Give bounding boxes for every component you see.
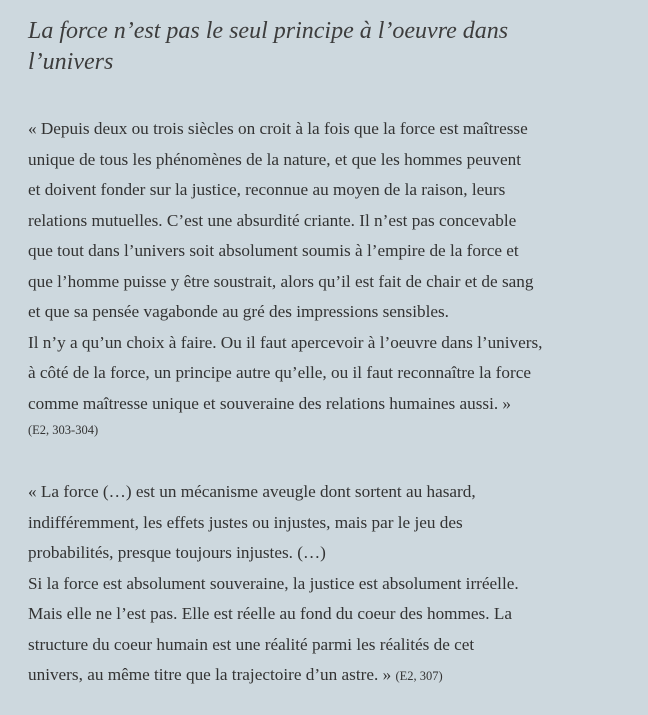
quote-2-line: probabilités, presque toujours injustes. (…) (28, 543, 326, 562)
spacer (28, 441, 628, 477)
quote-2-line: « La force (…) est un mécanisme aveugle dont sortent au hasard, (28, 482, 476, 501)
quote-1-line: comme maîtresse unique et souveraine des relations humaines aussi. » (28, 393, 512, 413)
quote-2-line: Si la force est absolument souveraine, la justice est absolument irréelle. (28, 573, 519, 593)
quote-1-line: « Depuis deux ou trois siècles on croit à la fois que la force est maîtresse (28, 119, 528, 138)
quote-2-line: indifféremment, les effets justes ou injustes, mais par le jeu des (28, 512, 463, 532)
quote-1-line: et que sa pensée vagabonde au gré des impressions sensibles. (28, 302, 449, 321)
quote-2-last-text: univers, au même titre que la trajectoire d’un astre. » (28, 665, 392, 684)
quote-2 (28, 477, 628, 691)
quote-1-line: et doivent fonder sur la justice, reconnue au moyen de la raison, leurs (28, 180, 506, 199)
quote-1-line: relations mutuelles. C’est une absurdité criante. Il n’est pas concevable (28, 210, 517, 230)
quote-1-line: que tout dans l’univers soit absolument soumis à l’empire de la force et (28, 241, 519, 260)
quote-2-line: structure du coeur humain est une réalité parmi les réalités de cet (28, 634, 475, 654)
quote-1-line: que l’homme puisse y être soustrait, alors qu’il est fait de chair et de sang (28, 271, 534, 291)
quote-2-line (28, 660, 628, 691)
quote-1-line: à côté de la force, un principe autre qu’elle, ou il faut reconnaître la force (28, 363, 531, 382)
quote-1-line: unique de tous les phénomènes de la nature, et que les hommes peuvent (28, 149, 522, 169)
quote-1-reference: (E2, 303-304) (28, 423, 99, 437)
article-title (28, 16, 628, 78)
title-line: La force n’est pas le seul principe à l’oeuvre dans (28, 18, 509, 44)
quote-2-line: Mais elle ne l’est pas. Elle est réelle au fond du coeur des hommes. La (28, 604, 512, 623)
quote-1-line: Il n’y a qu’un choix à faire. Ou il faut apercevoir à l’oeuvre dans l’univers, (28, 332, 543, 352)
quote-2-reference: (E2, 307) (395, 669, 443, 683)
quote-1 (28, 114, 628, 441)
title-line: l’univers (28, 49, 114, 75)
